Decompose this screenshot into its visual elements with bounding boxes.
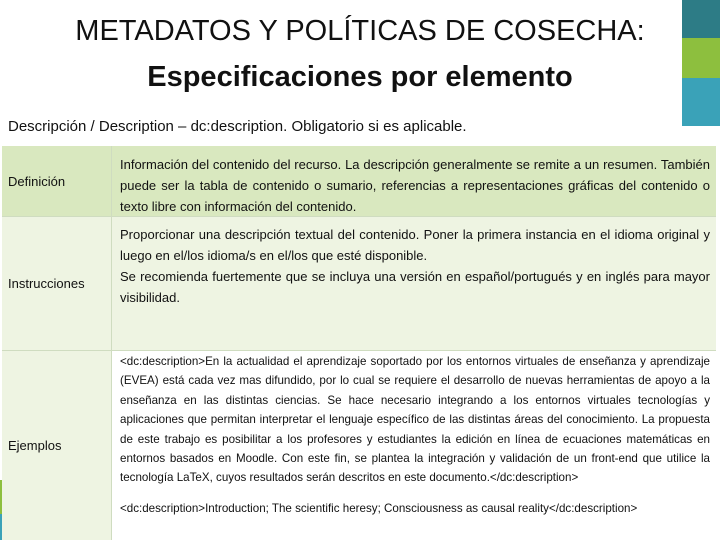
row-label: Instrucciones [2, 216, 112, 350]
row-divider [2, 216, 716, 217]
slide-title-line1: METADATOS Y POLÍTICAS DE COSECHA: [75, 15, 645, 47]
table-row-ejemplos [2, 350, 716, 540]
element-subtitle: Descripción / Description – dc:description. Obligatorio si es aplicable. [8, 118, 467, 135]
example-1: <dc:description>En la actualidad el aprendizaje soportado por los entornos virtuales de enseñanza y aprendizaje (EVEA) está cada vez mas difundido, por lo cual se requiere el desarrollo de nuevas herramientas de apoyo a la enseñanza en las distintas ciencias. Se hace necesario integrando a los entornos virtuales tecnologías y aplicaciones que permitan interpretar el lenguaje específico de las distintas áreas del conocimiento. La propuesta de este trabajo es posibilitar a los profesores y estudiantes la edición en línea de ecuaciones matemáticas en entornos basados en Moodle. Con este fin, se plantea la integración y validación de un front-end que utilice la tecnología LaTeX, cuyos resultados serán descritos en este documento.</dc:description> [120, 355, 710, 485]
specification-table [2, 146, 716, 540]
row-text [112, 216, 716, 350]
color-block-blue [682, 78, 720, 126]
row-examples [112, 350, 716, 540]
slide-title-line2: Especificaciones por elemento [147, 61, 573, 93]
row-label: Definición [2, 146, 112, 216]
table-row-instrucciones [2, 216, 716, 350]
decorative-color-bar-right [682, 0, 720, 128]
color-block-green [682, 38, 720, 78]
row-text: Información del contenido del recurso. La descripción generalmente se remite a un resumen. También puede ser la tabla de contenido o sumario, referencias a representaciones gráficas del contenido o texto libre con información del contenido. [120, 157, 710, 214]
color-block-teal [682, 0, 720, 38]
table-row-definicion [2, 146, 716, 216]
example-2: <dc:description>Introduction; The scientific heresy; Consciousness as causal reality</dc:description> [120, 501, 638, 515]
row-label: Ejemplos [2, 350, 112, 540]
row-divider [2, 350, 716, 351]
row-text-paragraph-1: Proporcionar una descripción textual del contenido. Poner la primera instancia en el idioma original y luego en el/los idioma/s en el/los que esté disponible. [120, 227, 710, 263]
slide-title [40, 8, 680, 100]
row-text-paragraph-2: Se recomienda fuertemente que se incluya una versión en español/portugués y en inglés para mayor visibilidad. [120, 269, 710, 305]
